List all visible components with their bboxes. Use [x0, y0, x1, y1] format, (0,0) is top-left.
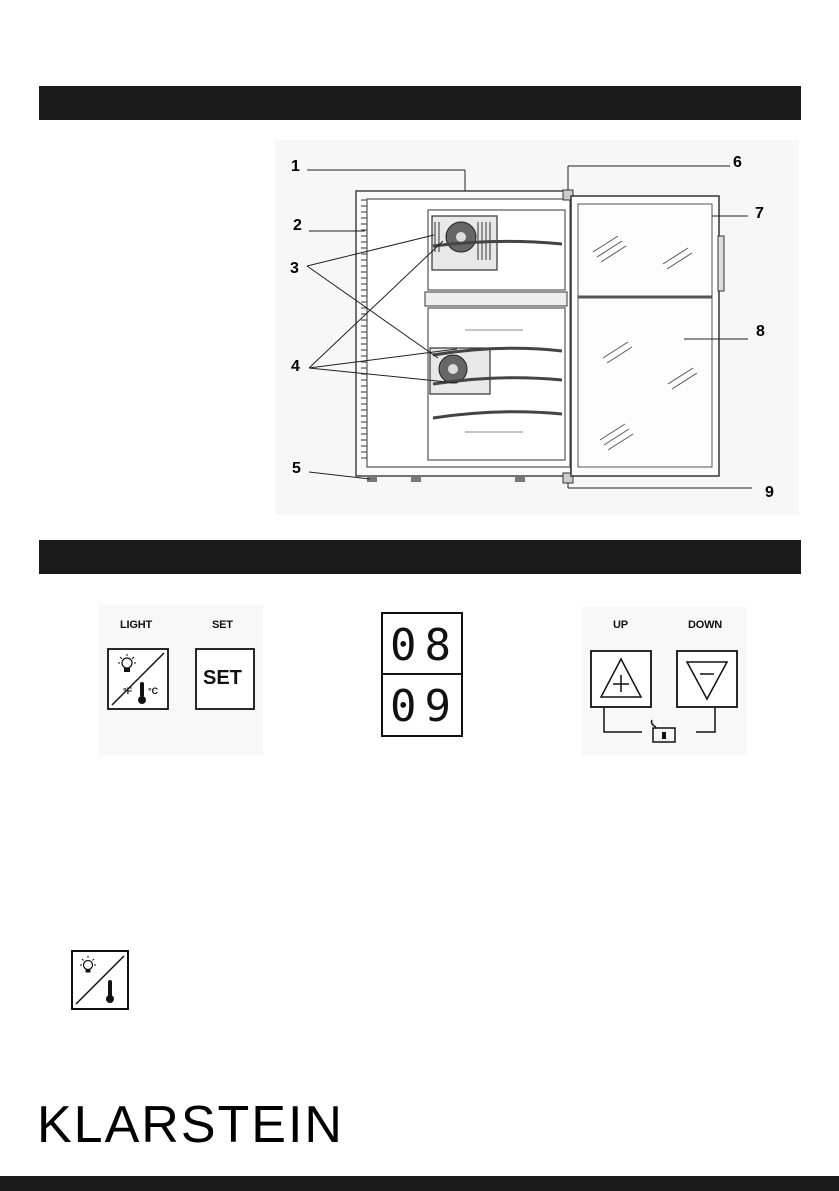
callout-3: 3 — [290, 260, 299, 277]
set-button[interactable] — [196, 649, 254, 709]
callout-8: 8 — [756, 323, 765, 340]
light-temperature-icon — [71, 950, 129, 1015]
up-label: UP — [613, 619, 628, 631]
down-label: DOWN — [688, 619, 723, 631]
callout-1: 1 — [291, 158, 300, 175]
wine-cooler-diagram — [275, 140, 799, 514]
celsius-label: °C — [148, 686, 159, 696]
callout-4: 4 — [291, 358, 300, 375]
light-button[interactable] — [108, 649, 168, 709]
down-button[interactable] — [676, 650, 738, 708]
display-top-value: 08 — [390, 620, 459, 671]
section-header-bar — [39, 86, 801, 120]
callout-6: 6 — [733, 154, 742, 171]
footer-bar — [0, 1176, 839, 1191]
set-button-text: SET — [203, 667, 242, 689]
callout-9: 9 — [765, 484, 774, 501]
callout-2: 2 — [293, 217, 302, 234]
light-label: LIGHT — [120, 619, 152, 631]
bulb-icon — [114, 653, 140, 677]
callout-7: 7 — [755, 205, 764, 222]
section-header-bar — [39, 540, 801, 574]
up-button[interactable] — [590, 650, 652, 708]
set-label: SET — [212, 619, 233, 631]
thermometer-icon — [137, 681, 147, 705]
display-bottom-value: 09 — [390, 681, 459, 732]
callout-5: 5 — [292, 460, 301, 477]
fahrenheit-label: °F — [123, 686, 133, 696]
brand-logo: KLARSTEIN — [37, 1096, 344, 1154]
